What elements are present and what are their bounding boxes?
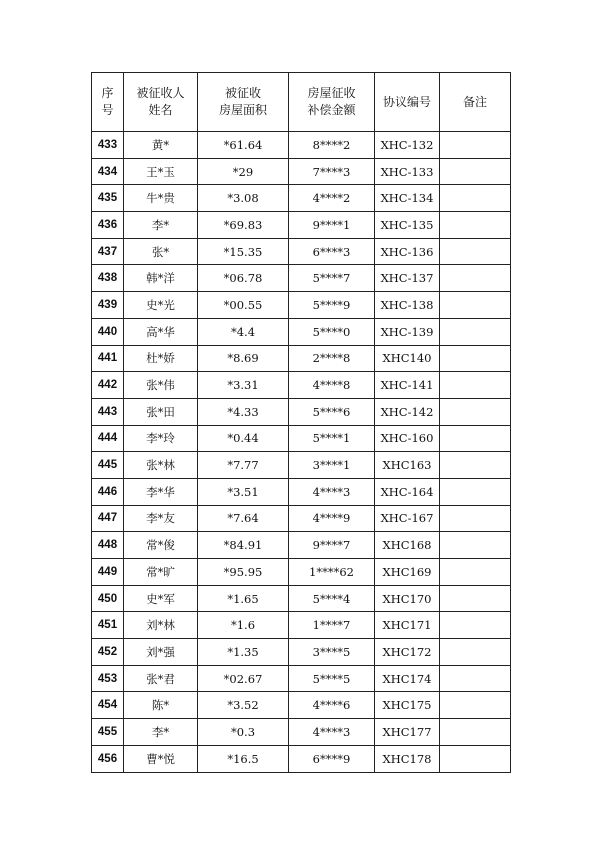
cell-seq: 439 bbox=[92, 292, 124, 319]
cell-code: XHC168 bbox=[375, 532, 440, 559]
table-row bbox=[92, 505, 511, 532]
cell-note bbox=[440, 212, 511, 239]
cell-seq: 442 bbox=[92, 372, 124, 399]
cell-name: 张* bbox=[124, 238, 198, 265]
cell-seq: 449 bbox=[92, 559, 124, 586]
cell-note bbox=[440, 452, 511, 479]
cell-name: 张*田 bbox=[124, 398, 198, 425]
cell-code: XHC178 bbox=[375, 745, 440, 772]
table-row bbox=[92, 158, 511, 185]
cell-note bbox=[440, 265, 511, 292]
cell-note bbox=[440, 612, 511, 639]
cell-name: 刘*林 bbox=[124, 612, 198, 639]
cell-code: XHC163 bbox=[375, 452, 440, 479]
cell-code: XHC-138 bbox=[375, 292, 440, 319]
cell-amount: 4****3 bbox=[289, 719, 375, 746]
cell-name: 王*玉 bbox=[124, 158, 198, 185]
cell-note bbox=[440, 532, 511, 559]
cell-area: *1.6 bbox=[198, 612, 289, 639]
cell-code: XHC-135 bbox=[375, 212, 440, 239]
cell-code: XHC-132 bbox=[375, 132, 440, 159]
table-row bbox=[92, 692, 511, 719]
cell-amount: 5****0 bbox=[289, 318, 375, 345]
cell-name: 李* bbox=[124, 212, 198, 239]
cell-seq: 453 bbox=[92, 665, 124, 692]
cell-area: *06.78 bbox=[198, 265, 289, 292]
cell-amount: 5****4 bbox=[289, 585, 375, 612]
cell-name: 韩*洋 bbox=[124, 265, 198, 292]
cell-note bbox=[440, 345, 511, 372]
cell-area: *1.35 bbox=[198, 639, 289, 666]
cell-area: *29 bbox=[198, 158, 289, 185]
cell-seq: 438 bbox=[92, 265, 124, 292]
cell-area: *95.95 bbox=[198, 559, 289, 586]
cell-code: XHC140 bbox=[375, 345, 440, 372]
cell-note bbox=[440, 185, 511, 212]
table-row bbox=[92, 372, 511, 399]
cell-amount: 6****9 bbox=[289, 745, 375, 772]
cell-amount: 4****9 bbox=[289, 505, 375, 532]
cell-name: 李*华 bbox=[124, 478, 198, 505]
table-row bbox=[92, 425, 511, 452]
cell-area: *4.4 bbox=[198, 318, 289, 345]
table-row bbox=[92, 265, 511, 292]
cell-area: *7.64 bbox=[198, 505, 289, 532]
cell-seq: 455 bbox=[92, 719, 124, 746]
table-row bbox=[92, 665, 511, 692]
cell-seq: 446 bbox=[92, 478, 124, 505]
cell-name: 李*友 bbox=[124, 505, 198, 532]
cell-code: XHC171 bbox=[375, 612, 440, 639]
cell-amount: 5****6 bbox=[289, 398, 375, 425]
cell-note bbox=[440, 665, 511, 692]
cell-amount: 7****3 bbox=[289, 158, 375, 185]
table-row bbox=[92, 745, 511, 772]
header-amount: 房屋征收 补偿金额 bbox=[289, 73, 375, 132]
cell-amount: 4****3 bbox=[289, 478, 375, 505]
cell-name: 陈* bbox=[124, 692, 198, 719]
cell-area: *61.64 bbox=[198, 132, 289, 159]
cell-area: *3.52 bbox=[198, 692, 289, 719]
cell-amount: 3****1 bbox=[289, 452, 375, 479]
cell-note bbox=[440, 292, 511, 319]
cell-amount: 6****3 bbox=[289, 238, 375, 265]
table-row bbox=[92, 212, 511, 239]
cell-code: XHC-142 bbox=[375, 398, 440, 425]
cell-area: *15.35 bbox=[198, 238, 289, 265]
cell-code: XHC-164 bbox=[375, 478, 440, 505]
table-row bbox=[92, 585, 511, 612]
cell-note bbox=[440, 398, 511, 425]
cell-seq: 445 bbox=[92, 452, 124, 479]
cell-code: XHC174 bbox=[375, 665, 440, 692]
cell-name: 曹*悦 bbox=[124, 745, 198, 772]
cell-seq: 452 bbox=[92, 639, 124, 666]
table-row bbox=[92, 345, 511, 372]
cell-seq: 437 bbox=[92, 238, 124, 265]
cell-code: XHC-134 bbox=[375, 185, 440, 212]
cell-note bbox=[440, 639, 511, 666]
table-row bbox=[92, 292, 511, 319]
header-code: 协议编号 bbox=[375, 73, 440, 132]
cell-seq: 456 bbox=[92, 745, 124, 772]
cell-name: 李*玲 bbox=[124, 425, 198, 452]
cell-area: *0.44 bbox=[198, 425, 289, 452]
cell-seq: 435 bbox=[92, 185, 124, 212]
cell-amount: 9****1 bbox=[289, 212, 375, 239]
cell-note bbox=[440, 158, 511, 185]
header-area: 被征收 房屋面积 bbox=[198, 73, 289, 132]
cell-note bbox=[440, 318, 511, 345]
cell-amount: 8****2 bbox=[289, 132, 375, 159]
cell-code: XHC-141 bbox=[375, 372, 440, 399]
cell-amount: 5****7 bbox=[289, 265, 375, 292]
table-row bbox=[92, 478, 511, 505]
cell-note bbox=[440, 478, 511, 505]
cell-note bbox=[440, 692, 511, 719]
cell-name: 常*俊 bbox=[124, 532, 198, 559]
table-row bbox=[92, 452, 511, 479]
cell-name: 杜*娇 bbox=[124, 345, 198, 372]
cell-code: XHC170 bbox=[375, 585, 440, 612]
cell-name: 黄* bbox=[124, 132, 198, 159]
cell-amount: 1****62 bbox=[289, 559, 375, 586]
header-name: 被征收人 姓名 bbox=[124, 73, 198, 132]
cell-note bbox=[440, 425, 511, 452]
cell-amount: 3****5 bbox=[289, 639, 375, 666]
cell-name: 史*军 bbox=[124, 585, 198, 612]
cell-amount: 2****8 bbox=[289, 345, 375, 372]
cell-note bbox=[440, 719, 511, 746]
cell-name: 张*伟 bbox=[124, 372, 198, 399]
table-row bbox=[92, 639, 511, 666]
table-row bbox=[92, 185, 511, 212]
table-row bbox=[92, 612, 511, 639]
cell-area: *16.5 bbox=[198, 745, 289, 772]
cell-note bbox=[440, 585, 511, 612]
cell-seq: 440 bbox=[92, 318, 124, 345]
cell-note bbox=[440, 372, 511, 399]
cell-area: *8.69 bbox=[198, 345, 289, 372]
cell-area: *3.51 bbox=[198, 478, 289, 505]
cell-code: XHC175 bbox=[375, 692, 440, 719]
cell-name: 高*华 bbox=[124, 318, 198, 345]
cell-amount: 4****6 bbox=[289, 692, 375, 719]
cell-seq: 447 bbox=[92, 505, 124, 532]
cell-seq: 454 bbox=[92, 692, 124, 719]
cell-seq: 443 bbox=[92, 398, 124, 425]
cell-seq: 451 bbox=[92, 612, 124, 639]
cell-amount: 5****1 bbox=[289, 425, 375, 452]
cell-amount: 5****5 bbox=[289, 665, 375, 692]
table-row bbox=[92, 318, 511, 345]
cell-area: *4.33 bbox=[198, 398, 289, 425]
cell-amount: 9****7 bbox=[289, 532, 375, 559]
cell-code: XHC-137 bbox=[375, 265, 440, 292]
cell-code: XHC-133 bbox=[375, 158, 440, 185]
cell-seq: 448 bbox=[92, 532, 124, 559]
cell-area: *0.3 bbox=[198, 719, 289, 746]
cell-name: 常*旷 bbox=[124, 559, 198, 586]
cell-amount: 1****7 bbox=[289, 612, 375, 639]
cell-seq: 434 bbox=[92, 158, 124, 185]
cell-amount: 4****2 bbox=[289, 185, 375, 212]
table-row bbox=[92, 719, 511, 746]
table-row bbox=[92, 532, 511, 559]
cell-seq: 450 bbox=[92, 585, 124, 612]
table-body bbox=[92, 132, 511, 773]
cell-note bbox=[440, 505, 511, 532]
cell-note bbox=[440, 745, 511, 772]
cell-name: 史*光 bbox=[124, 292, 198, 319]
compensation-table bbox=[91, 72, 511, 773]
table-header-row bbox=[92, 73, 511, 132]
cell-area: *84.91 bbox=[198, 532, 289, 559]
cell-name: 牛*贵 bbox=[124, 185, 198, 212]
cell-area: *69.83 bbox=[198, 212, 289, 239]
cell-code: XHC-136 bbox=[375, 238, 440, 265]
cell-seq: 441 bbox=[92, 345, 124, 372]
cell-code: XHC-139 bbox=[375, 318, 440, 345]
cell-code: XHC169 bbox=[375, 559, 440, 586]
cell-name: 刘*强 bbox=[124, 639, 198, 666]
cell-amount: 4****8 bbox=[289, 372, 375, 399]
cell-area: *3.31 bbox=[198, 372, 289, 399]
cell-area: *1.65 bbox=[198, 585, 289, 612]
cell-code: XHC-167 bbox=[375, 505, 440, 532]
cell-name: 张*君 bbox=[124, 665, 198, 692]
cell-amount: 5****9 bbox=[289, 292, 375, 319]
header-seq: 序 号 bbox=[92, 73, 124, 132]
cell-code: XHC177 bbox=[375, 719, 440, 746]
cell-area: *02.67 bbox=[198, 665, 289, 692]
table-row bbox=[92, 559, 511, 586]
cell-seq: 444 bbox=[92, 425, 124, 452]
cell-name: 李* bbox=[124, 719, 198, 746]
cell-note bbox=[440, 132, 511, 159]
table-row bbox=[92, 398, 511, 425]
header-note: 备注 bbox=[440, 73, 511, 132]
cell-code: XHC-160 bbox=[375, 425, 440, 452]
table-row bbox=[92, 238, 511, 265]
cell-note bbox=[440, 559, 511, 586]
cell-area: *00.55 bbox=[198, 292, 289, 319]
cell-area: *7.77 bbox=[198, 452, 289, 479]
cell-note bbox=[440, 238, 511, 265]
cell-seq: 436 bbox=[92, 212, 124, 239]
cell-area: *3.08 bbox=[198, 185, 289, 212]
cell-name: 张*林 bbox=[124, 452, 198, 479]
cell-seq: 433 bbox=[92, 132, 124, 159]
table-row bbox=[92, 132, 511, 159]
cell-code: XHC172 bbox=[375, 639, 440, 666]
